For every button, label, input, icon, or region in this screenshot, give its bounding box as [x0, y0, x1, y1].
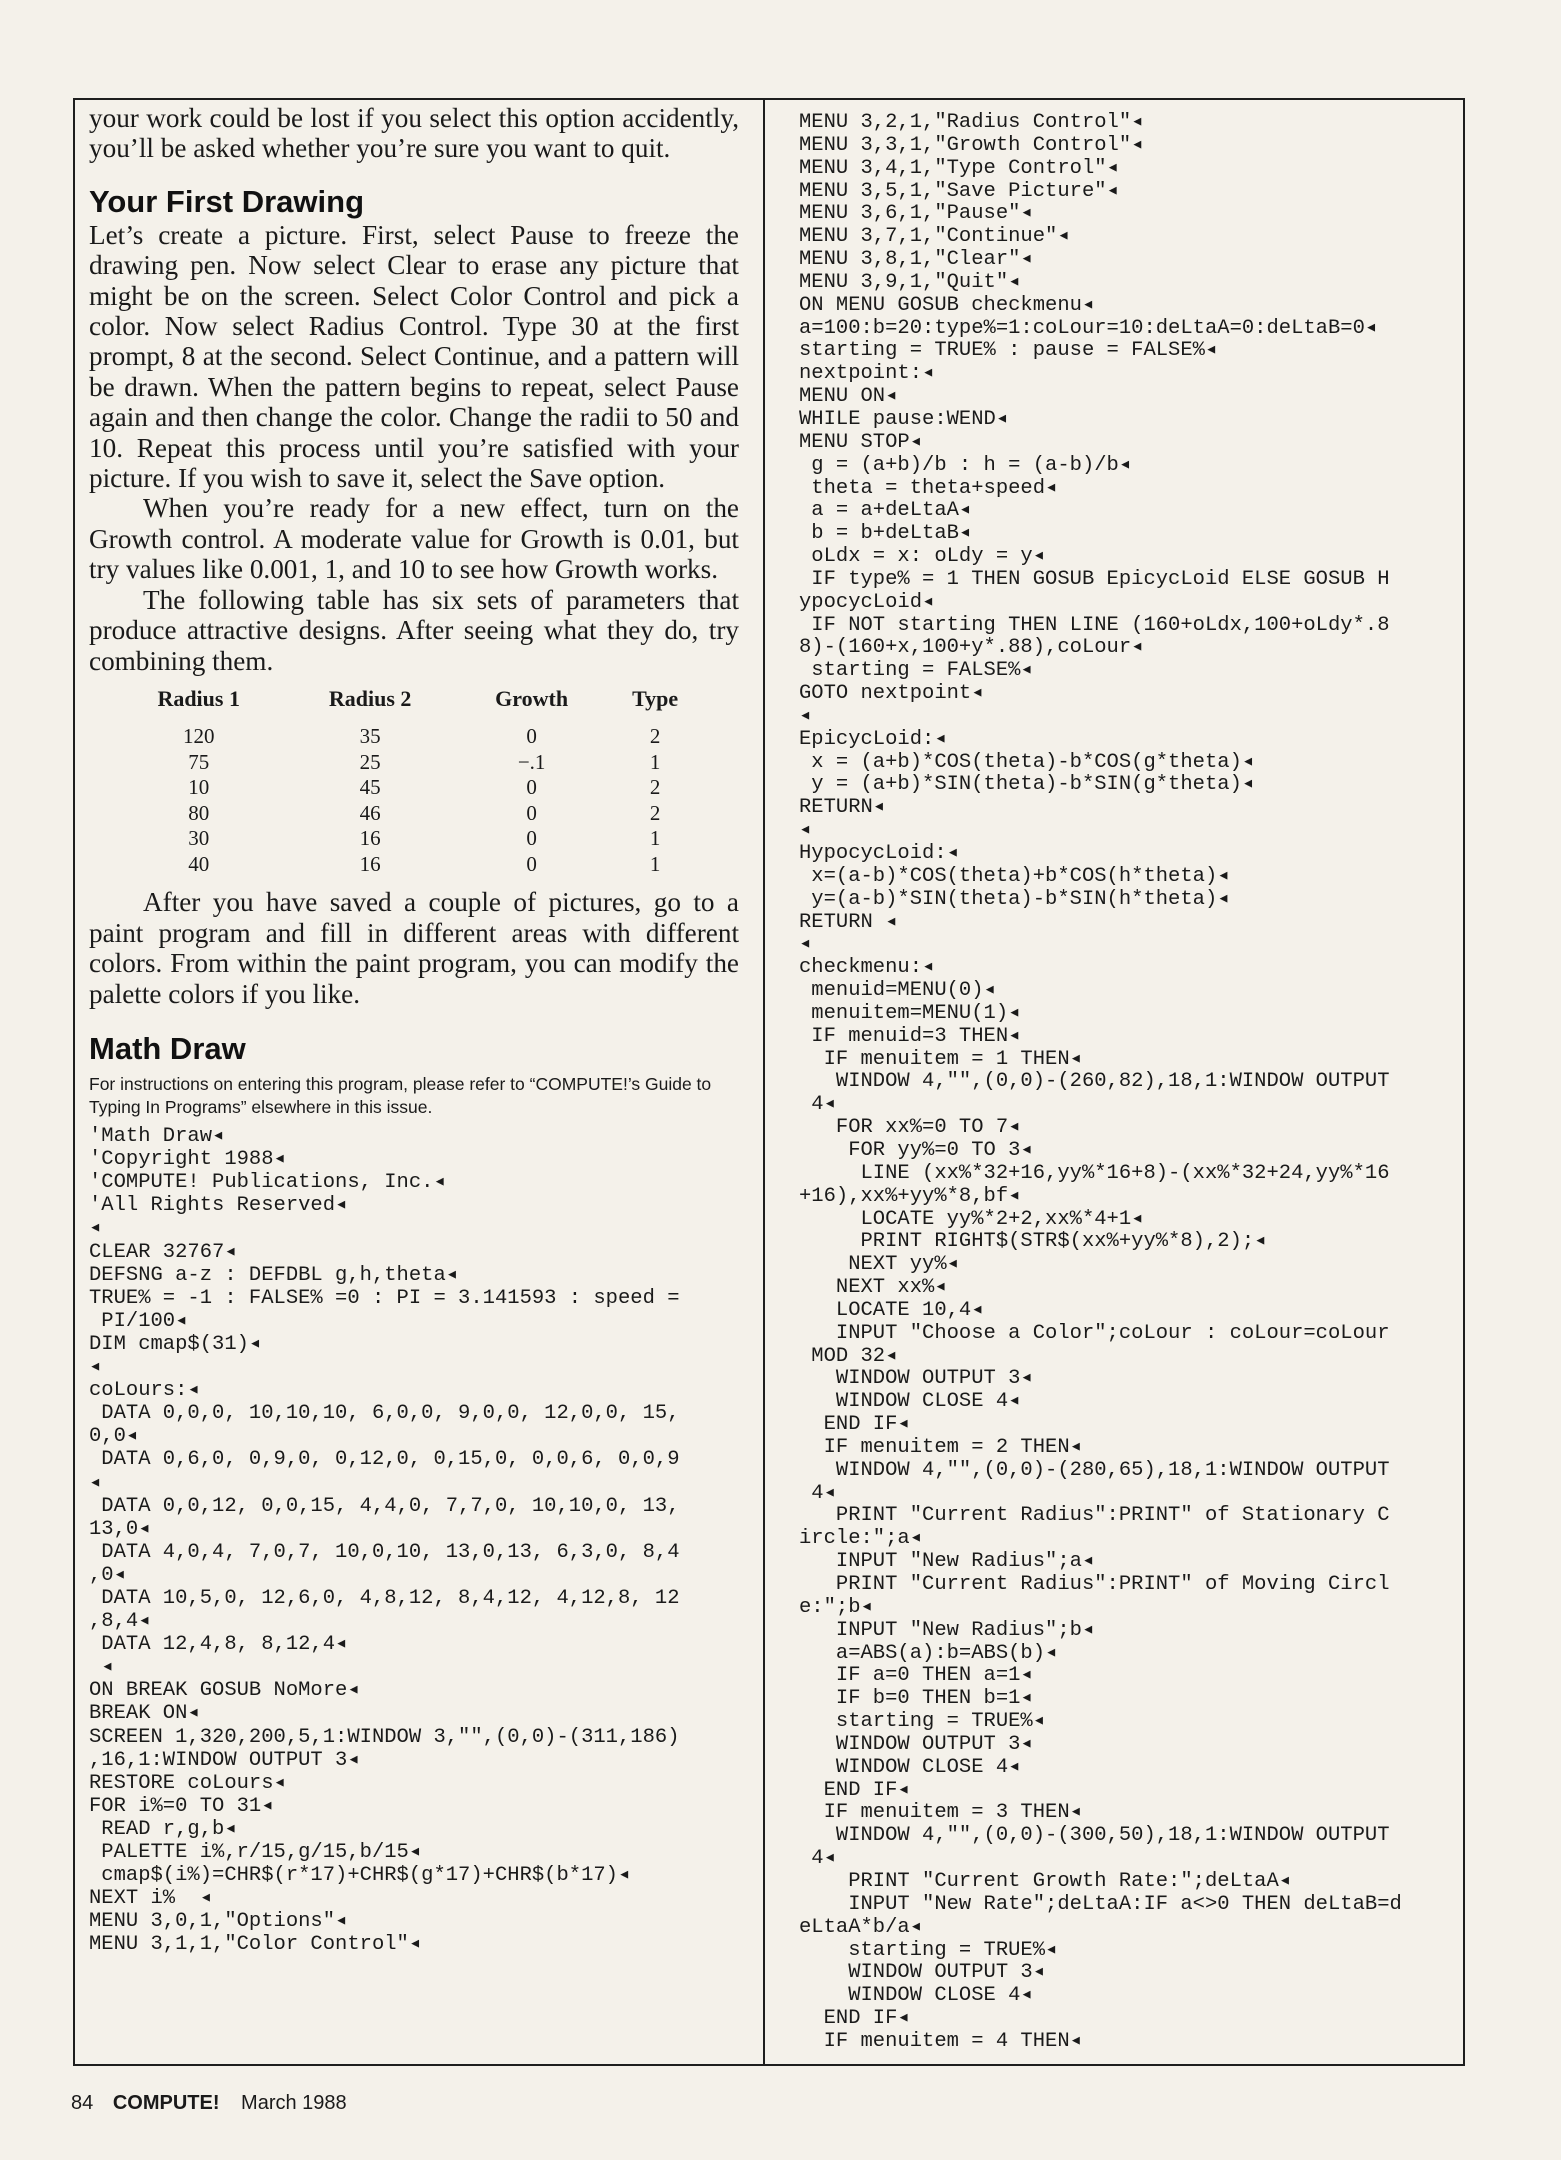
column-header: Growth: [495, 685, 569, 711]
table-cell: 2: [649, 723, 661, 748]
column-header: Radius 2: [328, 685, 412, 711]
body-paragraph: After you have saved a couple of pictures, go to a paint program and fill in different areas with different colors. From within the paint program, you can modify the palette colors if you like.: [89, 887, 739, 1009]
table-cell: 120: [182, 723, 215, 748]
table-row: [113, 801, 703, 827]
section-heading-math-draw: Math Draw: [89, 1031, 246, 1067]
column-header: Type: [632, 685, 679, 711]
parameters-table: [113, 686, 703, 878]
body-paragraph: Let’s create a picture. First, select Pause to freeze the drawing pen. Now select Clear to erase any picture that might be on the screen. Select Color Control and pick a color. Now select Radius Control. Type 30 at the first prompt, 8 at the second. Select Continue, and a pattern will be drawn. When the pattern begins to repeat, select Pause again and then change the color. Change the radii to 50 and 10. Repeat this process until you’re satisfied with your picture. If you wish to save it, select the Save option.: [89, 219, 739, 494]
table-cell: 40: [188, 851, 210, 876]
table-header-row: [113, 686, 703, 724]
column-header: Radius 1: [157, 685, 240, 711]
table-cell: 0: [526, 826, 537, 851]
table-cell: 25: [359, 749, 381, 774]
program-listing-part-2: MENU 3,2,1,"Radius Control"◂ MENU 3,3,1,"Growth Control"◂ MENU 3,4,1,"Type Control"◂ MENU 3,5,1,"Save Picture"◂ MENU 3,6,1,"Pause"◂ MENU 3,7,1,"Continue"◂ MENU 3,8,1,"Clear"◂ MENU 3,9,1,"Quit"◂ ON MENU GOSUB checkmenu◂ a=100:b=20:type%=1:coLour=10:deLtaA=0:deLtaB=0◂ starting = TRUE% : pause = FALSE%◂ nextpoint:◂ MENU ON◂ WHILE pause:WEND◂ MENU STOP◂ g = (a+b)/b : h = (a-b)/b◂ theta = theta+speed◂ a = a+deLtaA◂ b = b+deLtaB◂ oLdx = x: oLdy = y◂ IF type% = 1 THEN GOSUB EpicycLoid ELSE GOSUB H ypocycLoid◂ IF NOT starting THEN LINE (160+oLdx,100+oLdy*.8 8)-(160+x,100+y*.88),coLour◂ starting = FALSE%◂ GOTO nextpoint◂ ◂ EpicycLoid:◂ x = (a+b)*COS(theta)-b*COS(g*theta)◂ y = (a+b)*SIN(theta)-b*SIN(g*theta)◂ RETURN◂ ◂ HypocycLoid:◂ x=(a-b)*COS(theta)+b*COS(h*theta)◂ y=(a-b)*SIN(theta)-b*SIN(h*theta)◂ RETURN ◂ ◂ checkmenu:◂ menuid=MENU(0)◂ menuitem=MENU(1)◂ IF menuid=3 THEN◂ IF menuitem = 1 THEN◂ WINDOW 4,"",(0,0)-(260,82),18,1:WINDOW OUTPUT 4◂ FOR xx%=0 TO 7◂ FOR yy%=0 TO 3◂ LINE (xx%*32+16,yy%*16+8)-(xx%*32+24,yy%*16 +16),xx%+yy%*8,bf◂ LOCATE yy%*2+2,xx%*4+1◂ PRINT RIGHT$(STR$(xx%+yy%*8),2);◂ NEXT yy%◂ NEXT xx%◂ LOCATE 10,4◂ INPUT "Choose a Color";coLour : coLour=coLour MOD 32◂ WINDOW OUTPUT 3◂ WINDOW CLOSE 4◂ END IF◂ IF menuitem = 2 THEN◂ WINDOW 4,"",(0,0)-(280,65),18,1:WINDOW OUTPUT 4◂ PRINT "Current Radius":PRINT" of Stationary C ircle:";a◂ INPUT "New Radius";a◂ PRINT "Current Radius":PRINT" of Moving Circl e:";b◂ INPUT "New Radius";b◂ a=ABS(a):b=ABS(b)◂ IF a=0 THEN a=1◂ IF b=0 THEN b=1◂ starting = TRUE%◂ WINDOW OUTPUT 3◂ WINDOW CLOSE 4◂ END IF◂ IF menuitem = 3 THEN◂ WINDOW 4,"",(0,0)-(300,50),18,1:WINDOW OUTPUT 4◂ PRINT "Current Growth Rate:";deLtaA◂ INPUT "New Rate";deLtaA:IF a<>0 THEN deLtaB=d eLtaA*b/a◂ starting = TRUE%◂ WINDOW OUTPUT 3◂ WINDOW CLOSE 4◂ END IF◂ IF menuitem = 4 THEN◂: [799, 111, 1402, 2053]
table-cell: 2: [649, 800, 661, 825]
table-row: [113, 826, 703, 852]
intro-paragraph: your work could be lost if you select this option accidently, you’ll be asked whether you’re sure you want to quit.: [89, 103, 739, 164]
typing-instructions-note: For instructions on entering this program, please refer to “COMPUTE!’s Guide to Typing In Programs” elsewhere in this issue.: [89, 1074, 712, 1118]
table-cell: 80: [188, 800, 210, 825]
column-divider: [763, 100, 765, 2064]
table-cell: −.1: [517, 749, 546, 774]
table-cell: 1: [649, 851, 661, 876]
table-row: [113, 775, 703, 801]
body-paragraph: When you’re ready for a new effect, turn on the Growth control. A moderate value for Growth is 0.01, but try values like 0.001, 1, and 10 to see how Growth works.: [89, 493, 739, 585]
table-cell: 46: [359, 800, 381, 825]
table-cell: 16: [359, 851, 381, 876]
table-row: [113, 750, 703, 776]
table-row: [113, 852, 703, 878]
program-listing-part-1: 'Math Draw◂ 'Copyright 1988◂ 'COMPUTE! Publications, Inc.◂ 'All Rights Reserved◂ ◂ CLEAR 32767◂ DEFSNG a-z : DEFDBL g,h,theta◂ TRUE% = -1 : FALSE% =0 : PI = 3.141593 : speed = PI/100◂ DIM cmap$(31)◂ ◂ coLours:◂ DATA 0,0,0, 10,10,10, 6,0,0, 9,0,0, 12,0,0, 15, 0,0◂ DATA 0,6,0, 0,9,0, 0,12,0, 0,15,0, 0,0,6, 0,0,9 ◂ DATA 0,0,12, 0,0,15, 4,4,0, 7,7,0, 10,10,0, 13, 13,0◂ DATA 4,0,4, 7,0,7, 10,0,10, 13,0,13, 6,3,0, 8,4 ,0◂ DATA 10,5,0, 12,6,0, 4,8,12, 8,4,12, 4,12,8, 12 ,8,4◂ DATA 12,4,8, 8,12,4◂ ◂ ON BREAK GOSUB NoMore◂ BREAK ON◂ SCREEN 1,320,200,5,1:WINDOW 3,"",(0,0)-(311,186) ,16,1:WINDOW OUTPUT 3◂ RESTORE coLours◂ FOR i%=0 TO 31◂ READ r,g,b◂ PALETTE i%,r/15,g/15,b/15◂ cmap$(i%)=CHR$(r*17)+CHR$(g*17)+CHR$(b*17)◂ NEXT i% ◂ MENU 3,0,1,"Options"◂ MENU 3,1,1,"Color Control"◂: [89, 1125, 680, 1957]
magazine-name: COMPUTE!: [112, 2092, 220, 2114]
table-cell: 16: [359, 826, 381, 851]
table-cell: 1: [649, 826, 661, 851]
page-number: 84: [71, 2092, 94, 2114]
table-cell: 75: [188, 749, 210, 774]
page-footer: [71, 2091, 347, 2115]
body-paragraph: The following table has six sets of parameters that produce attractive designs. After seeing what they do, try combining them.: [89, 584, 739, 676]
table-cell: 0: [526, 775, 537, 800]
table-cell: 1: [649, 749, 661, 774]
table-cell: 30: [188, 826, 210, 851]
right-column: [799, 112, 1459, 2054]
table-cell: 0: [526, 723, 537, 748]
section-heading-first-drawing: Your First Drawing: [89, 183, 365, 219]
table-cell: 45: [359, 775, 381, 800]
table-cell: 10: [188, 775, 210, 800]
table-cell: 0: [526, 800, 537, 825]
left-column: [89, 103, 739, 1956]
issue-date: March 1988: [241, 2092, 347, 2114]
table-cell: 0: [526, 851, 537, 876]
table-cell: 35: [359, 723, 381, 748]
table-cell: 2: [649, 775, 661, 800]
table-row: [113, 724, 703, 750]
